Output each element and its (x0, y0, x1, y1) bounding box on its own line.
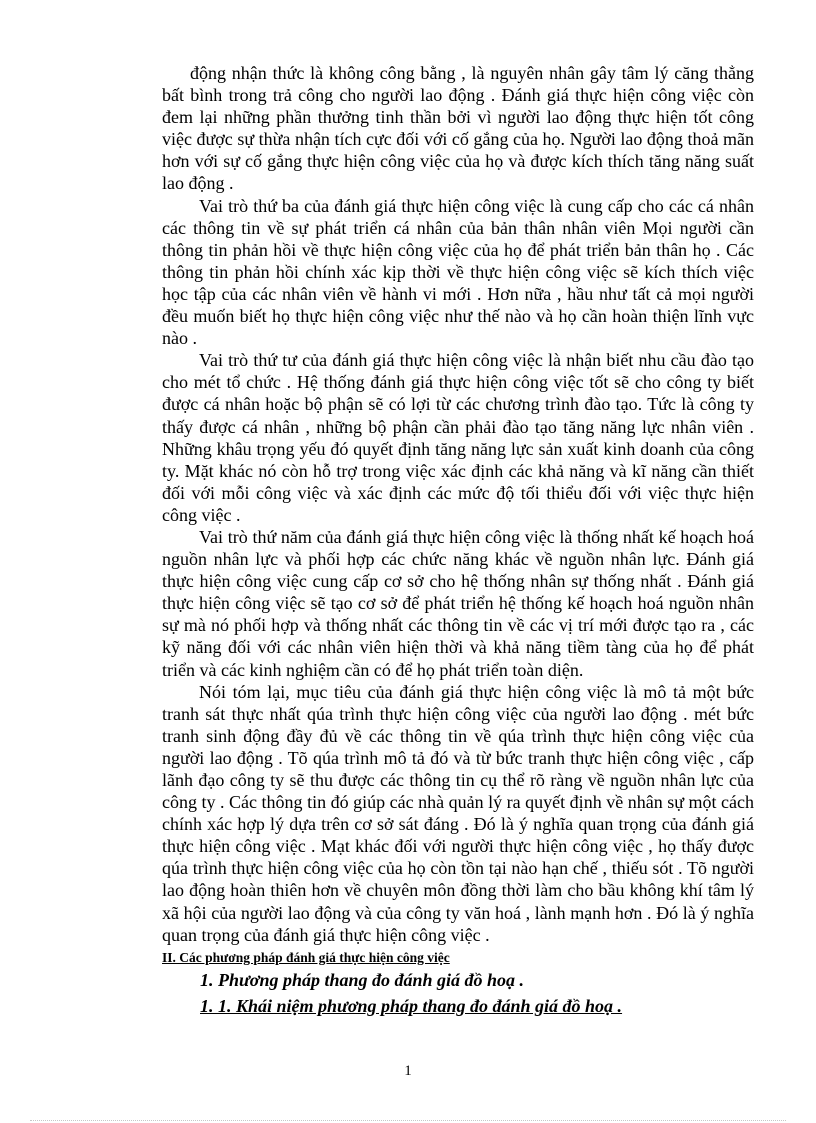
section-heading: II. Các phương pháp đánh giá thực hiện công việc (162, 949, 450, 965)
subheading-1: 1. Phương pháp thang đo đánh giá đồ hoạ . (200, 969, 525, 990)
paragraph-3: Vai trò thứ tư của đánh giá thực hiện công việc là nhận biết nhu cầu đào tạo cho mét tổ chức . Hệ thống đánh giá thực hiện công việc tốt sẽ cho công ty biết được cá nhân hoặc bộ phận sẽ có lợi từ các chương trình đào tạo. Tức là công ty thấy được cá nhân , những bộ phận cần phải đào tạo tăng năng lực nhân viên . Những khâu trọng yếu đó quyết định tăng năng lực sản xuất kinh doanh của công ty. Mặt khác nó còn hỗ trợ trong việc xác định các khả năng và kĩ năng cần thiết đối với mỗi công việc và xác định các mức độ tối thiểu đối với việc thực hiện công việc . (162, 350, 754, 525)
subheading-2: 1. 1. Khái niệm phương pháp thang đo đánh giá đồ hoạ . (200, 995, 623, 1016)
paragraph-5: Nói tóm lại, mục tiêu của đánh giá thực hiện công việc là mô tả một bức tranh sát thực nhất qúa trình thực hiện công việc của người lao động . mét bức tranh sinh động đầy đủ về các thông tin về qúa trình thực hiện công việc của người lao động . Tõ qúa trình mô tả đó và từ bức tranh thực hiện công việc , cấp lãnh đạo công ty sẽ thu được các thông tin cụ thể rõ ràng về nguồn nhân lực của công ty . Các thông tin đó giúp các nhà quản lý ra quyết định về nhân sự một cách chính xác hợp lý dựa trên cơ sở sát đáng . Đó là ý nghĩa quan trọng của đánh giá thực hiện công việc . Mạt khác đối với người thực hiện công việc , họ thấy được qúa trình thực hiện công việc của họ còn tồn tại nào hạn chế , thiếu sót . Tõ người lao động hoàn thiên hơn về chuyên môn đồng thời làm cho bầu không khí tâm lý xã hội của người lao động và của công ty văn hoá , lành mạnh hơn . Đó là ý nghĩa quan trọng của đánh giá thực hiện công việc . (162, 681, 754, 945)
page-bottom-rule (30, 1120, 786, 1121)
paragraph-2: Vai trò thứ ba của đánh giá thực hiện công việc là cung cấp cho các cá nhân các thông tin về sự phát triển cá nhân của bản thân nhân viên Mọi người cần thông tin phản hồi về thực hiện công việc của họ để phát triển bản thân họ . Các thông tin phản hồi chính xác kịp thời về thực hiện công việc sẽ kích thích việc học tập của các nhân viên về hành vi mới . Hơn nữa , hầu như tất cả mọi người đều muốn biết họ thực hiện công việc như thế nào và họ cần hoàn thiện lĩnh vực nào . (162, 195, 754, 349)
document-body (162, 62, 754, 1018)
paragraph-1: động nhận thức là không công bằng , là nguyên nhân gây tâm lý căng thẳng bất bình trong trả công cho người lao động . Đánh giá thực hiện công việc còn đem lại những phần thưởng tinh thần bởi vì người lao động thực hiện tốt công việc được sự thừa nhận tích cực đối với cố gắng của họ. Người lao động thoả mãn hơn với sự cố gắng thực hiện công việc của họ và được kích thích tăng năng suất lao động . (162, 63, 754, 194)
page-number: 1 (404, 1063, 412, 1079)
paragraph-4: Vai trò thứ năm của đánh giá thực hiện công việc là thống nhất kế hoạch hoá nguồn nhân lực và phối hợp các chức năng khác về nguồn nhân lực. Đánh giá thực hiện công việc cung cấp cơ sở cho hệ thống nhân sự thống nhất . Đánh giá thực hiện công việc sẽ tạo cơ sở để phát triển hệ thống kế hoạch hoá nguồn nhân sự mà nó phối hợp và thống nhất các thông tin về các vị trí mới được tạo ra , các kỹ năng đối với các nhân viên hiện thời và khả năng tiềm tàng của họ để phát triển và các kinh nghiệm cần có để họ phát triển toàn diện. (162, 526, 754, 680)
